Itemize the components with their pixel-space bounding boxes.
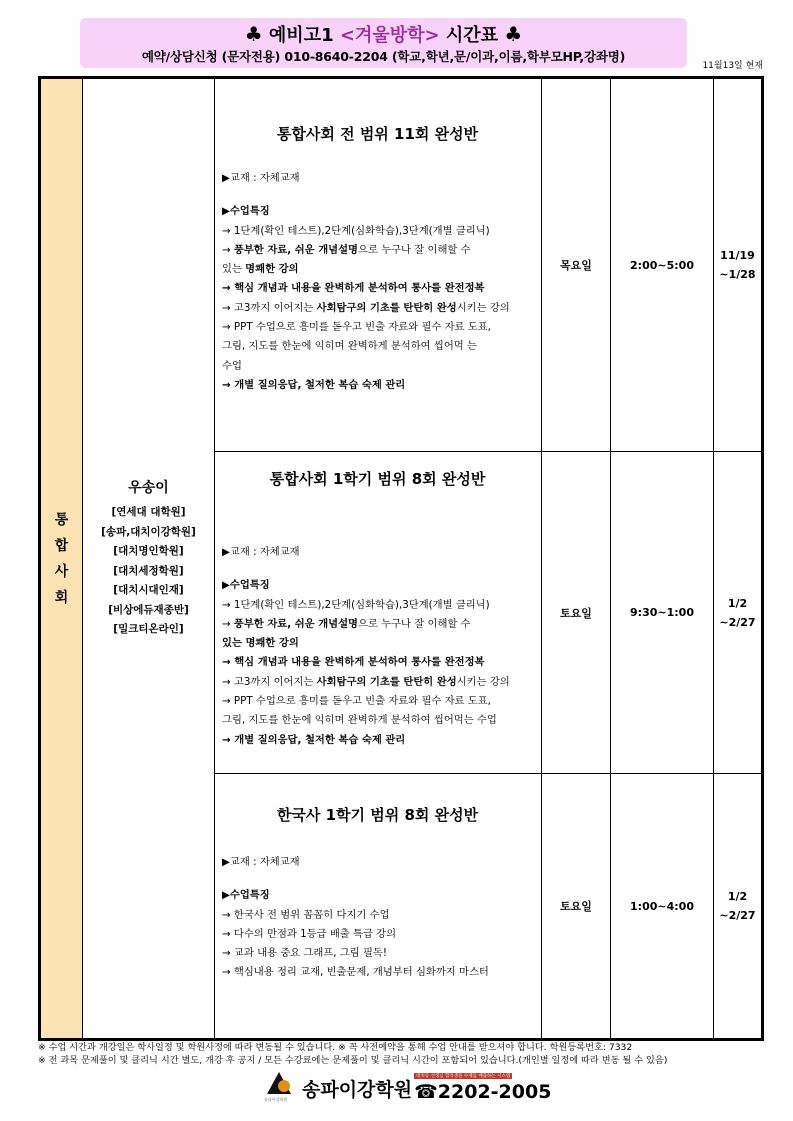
class-period — [714, 774, 763, 1040]
feature-list — [222, 906, 533, 983]
feature-text: 시키는 강의 — [456, 675, 510, 688]
period-start: 1/2 — [727, 890, 748, 903]
features-heading: ▶수업특징 — [222, 889, 270, 902]
title-banner — [80, 18, 687, 68]
teacher-credential: [대치명인학원] — [113, 545, 184, 558]
reservation-info: 예약/상담신청 (문자전용) 010-8640-2204 (학교,학년,문/이과,이름,학부모HP,강좌명) — [141, 49, 626, 64]
course-title: 통합사회 1학기 범위 8회 완성반 — [269, 470, 486, 488]
feature-line — [222, 299, 533, 318]
feature-text: → 고3까지 이어지는 — [222, 675, 317, 688]
period-end: ~2/27 — [719, 615, 756, 629]
feature-line — [222, 596, 533, 615]
feature-text: 으로 누구나 잘 이해할 수 — [358, 243, 471, 256]
feature-line — [222, 376, 533, 395]
feature-text: 수업 — [222, 359, 242, 372]
feature-line — [222, 673, 533, 692]
feature-text: 풍부한 자료, 쉬운 개념설명 — [233, 243, 358, 256]
club-icon: ♣ — [244, 22, 263, 46]
feature-line — [222, 318, 533, 337]
period-end: ~1/28 — [719, 268, 756, 281]
course-title: 통합사회 전 범위 11회 완성반 — [276, 125, 479, 143]
feature-text: → 1단계(확인 테스트),2단계(심화학습),3단계(개별 클리닉) — [222, 224, 490, 237]
title-suffix: 시간표 — [445, 25, 499, 46]
teacher-credential: [비상에듀재종반] — [108, 603, 189, 616]
subject-char: 회 — [54, 589, 69, 606]
page-title — [80, 22, 687, 48]
feature-text: 으로 누구나 잘 이해할 수 — [358, 617, 471, 630]
course-title: 한국사 1학기 범위 8회 완성반 — [276, 806, 479, 824]
feature-text: 있는 명쾌한 강의 — [222, 637, 299, 650]
feature-text: 사회탐구의 기초를 탄탄히 완성 — [316, 301, 457, 314]
feature-text: → PPT 수업으로 흥미를 돋우고 빈출 자료와 필수 자료 도표, — [222, 321, 491, 334]
feature-text: → 고3까지 이어지는 — [222, 301, 317, 314]
feature-text: → — [222, 617, 234, 630]
feature-line — [222, 944, 533, 963]
feature-line — [222, 260, 533, 279]
class-day: 토요일 — [542, 774, 611, 1040]
subject-char: 통 — [54, 511, 69, 528]
textbook-line: ▶교재 : 자체교재 — [222, 546, 300, 558]
feature-text: → 핵심 개념과 내용을 완벽하게 분석하여 통사를 완전정복 — [222, 656, 485, 669]
class-time: 1:00~4:00 — [611, 774, 714, 1040]
course-cell — [215, 452, 542, 774]
subject-char: 사 — [54, 563, 69, 580]
feature-text: → 1단계(확인 테스트),2단계(심화학습),3단계(개별 클리닉) — [222, 598, 490, 611]
teacher-credential: [밀크티온라인] — [113, 623, 184, 636]
feature-text: 그림, 지도를 한눈에 익히며 완벽하게 분석하여 씹어먹는 수업 — [222, 714, 497, 727]
class-period — [714, 452, 763, 774]
feature-line — [222, 711, 533, 730]
feature-text: → — [222, 243, 234, 256]
textbook-line: ▶교재 : 자체교재 — [222, 856, 300, 868]
feature-text: 시키는 강의 — [456, 301, 510, 314]
academy-logo — [264, 1070, 298, 1106]
feature-list — [222, 596, 533, 750]
notes — [38, 1041, 761, 1067]
teacher-credential: [연세대 대학원] — [111, 506, 186, 519]
class-day: 목요일 — [542, 78, 611, 452]
subject-char: 합 — [54, 537, 69, 554]
teacher-credential: [대치세정학원] — [113, 564, 184, 577]
club-icon: ♣ — [504, 22, 523, 46]
teacher-name: 우송이 — [128, 480, 169, 497]
feature-text: 사회탐구의 기초를 탄탄히 완성 — [316, 675, 457, 688]
feature-text: → 개별 질의응답, 철저한 복습 숙제 관리 — [222, 378, 406, 391]
logo-sun-icon — [278, 1080, 290, 1092]
feature-line — [222, 925, 533, 944]
class-period — [714, 78, 763, 452]
course-cell — [215, 774, 542, 1040]
period-start: 11/19 — [720, 249, 755, 262]
logo-caption: 송파이강학원 — [264, 1097, 288, 1102]
teacher-cell — [83, 78, 215, 1040]
course-cell — [215, 78, 542, 452]
feature-line — [222, 653, 533, 672]
period-start: 1/2 — [727, 596, 748, 610]
feature-text: → 핵심 개념과 내용을 완벽하게 분석하여 통사를 완전정복 — [222, 282, 485, 295]
footer — [264, 1068, 551, 1108]
feature-text: 있는 — [222, 263, 246, 276]
feature-line — [222, 731, 533, 750]
feature-text: → 한국사 전 범위 꼼꼼히 다지기 수업 — [222, 908, 390, 921]
feature-text: 풍부한 자료, 쉬운 개념설명 — [233, 617, 358, 630]
teacher-credential: [송파,대치이강학원] — [101, 525, 196, 538]
as-of-date: 11월13일 현재 — [702, 61, 763, 71]
feature-line — [222, 692, 533, 711]
feature-line — [222, 222, 533, 241]
phone-number: ☎2202-2005 — [414, 1081, 552, 1103]
feature-text: 명쾌한 강의 — [245, 263, 299, 276]
feature-line — [222, 906, 533, 925]
features-heading: ▶수업특징 — [222, 579, 270, 592]
slogan: 대치동 선생님 합격생을 수재를 배출하는 시스템 — [416, 1074, 511, 1079]
title-season: <겨울방학> — [339, 25, 440, 46]
subject-cell — [40, 78, 83, 1040]
feature-line — [222, 634, 533, 653]
class-day: 토요일 — [542, 452, 611, 774]
feature-text: → PPT 수업으로 흥미를 돋우고 빈출 자료와 필수 자료 도표, — [222, 695, 491, 708]
feature-list — [222, 222, 533, 396]
feature-text: 그림, 지도를 한눈에 익히며 완벽하게 분석하여 씹어먹 는 — [222, 340, 477, 353]
class-time: 2:00~5:00 — [611, 78, 714, 452]
features-heading: ▶수업특징 — [222, 205, 270, 218]
academy-name: 송파이강학원 — [302, 1078, 413, 1101]
feature-line — [222, 241, 533, 260]
feature-line — [222, 337, 533, 356]
feature-text: → 다수의 만점과 1등급 배출 특급 강의 — [222, 927, 397, 940]
feature-line — [222, 357, 533, 376]
contact-block — [414, 1073, 551, 1103]
feature-line — [222, 963, 533, 982]
period-end: ~2/27 — [719, 909, 756, 922]
note-line: ※ 수업 시간과 개강일은 학사일정 및 학원사정에 따라 변동될 수 있습니다. ※ 꼭 사전예약을 통해 수업 안내를 받으셔야 합니다. 학원등록번호: 7332 — [38, 1042, 633, 1053]
feature-line — [222, 615, 533, 634]
feature-line — [222, 279, 533, 298]
teacher-credential: [대치시대인재] — [113, 584, 184, 597]
timetable — [38, 76, 764, 1041]
note-line: ※ 전 과목 문제풀이 및 클리닉 시간 별도, 개강 후 공지 / 모든 수강료에는 문제풀이 및 클리닉 시간이 포함되어 있습니다.(개인별 일정에 따라 변동 될 수 있음) — [38, 1055, 668, 1066]
feature-text: → 핵심내용 정리 교재, 빈출문제, 개념부터 심화까지 마스터 — [222, 966, 489, 979]
class-time: 9:30~1:00 — [611, 452, 714, 774]
textbook-line: ▶교재 : 자체교재 — [222, 172, 300, 184]
feature-text: → 개별 질의응답, 철저한 복습 숙제 관리 — [222, 733, 406, 746]
title-prefix: 예비고1 — [268, 25, 334, 46]
feature-text: → 교과 내용 중요 그래프, 그림 필독! — [222, 947, 387, 960]
